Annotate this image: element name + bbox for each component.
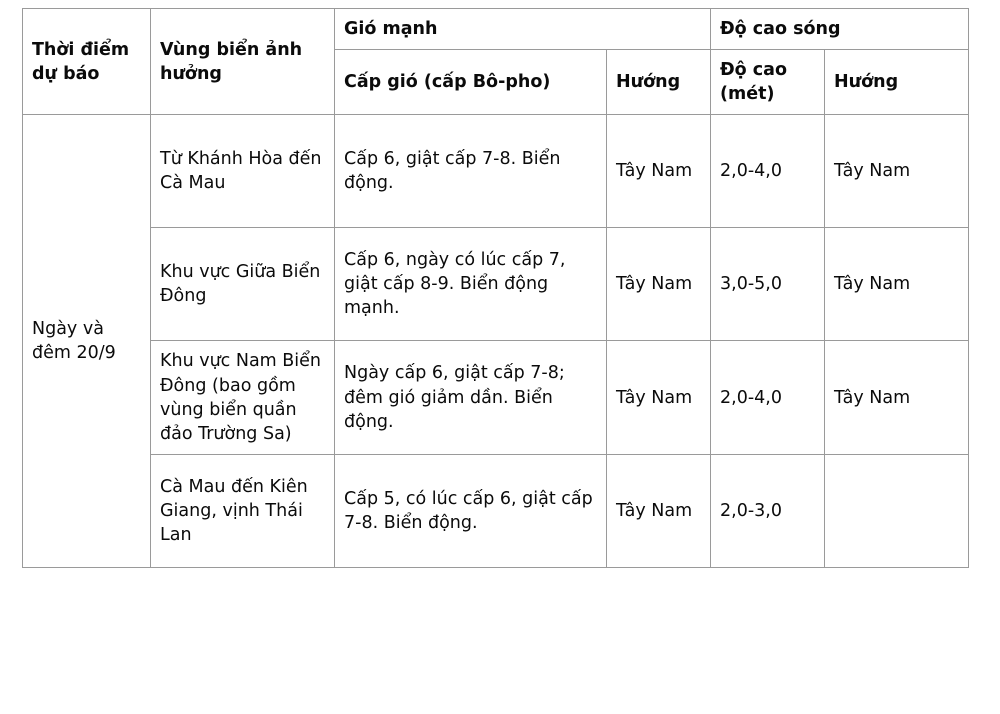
header-wave-height-group: Độ cao sóng: [711, 9, 969, 50]
table-row: [23, 228, 969, 341]
wind-direction-cell: Tây Nam: [607, 115, 711, 228]
wave-direction-cell: Tây Nam: [825, 341, 969, 455]
header-wind-direction: Hướng: [607, 50, 711, 115]
wind-level-cell: Cấp 5, có lúc cấp 6, giật cấp 7-8. Biển động.: [335, 454, 607, 567]
header-row-top: [23, 9, 969, 50]
wind-direction-cell: Tây Nam: [607, 454, 711, 567]
area-cell: Khu vực Giữa Biển Đông: [151, 228, 335, 341]
header-wind-level: Cấp gió (cấp Bô-pho): [335, 50, 607, 115]
header-time: Thời điểm dự báo: [23, 9, 151, 115]
wave-height-cell: 2,0-3,0: [711, 454, 825, 567]
wind-direction-cell: Tây Nam: [607, 341, 711, 455]
area-cell: Cà Mau đến Kiên Giang, vịnh Thái Lan: [151, 454, 335, 567]
wind-direction-cell: Tây Nam: [607, 228, 711, 341]
table-row: [23, 454, 969, 567]
wave-direction-cell: Tây Nam: [825, 228, 969, 341]
wind-level-cell: Cấp 6, ngày có lúc cấp 7, giật cấp 8-9. Biển động mạnh.: [335, 228, 607, 341]
table-body: [23, 115, 969, 568]
table-row: [23, 115, 969, 228]
header-area: Vùng biển ảnh hưởng: [151, 9, 335, 115]
table-header: [23, 9, 969, 115]
wave-height-cell: 2,0-4,0: [711, 115, 825, 228]
header-wave-height: Độ cao (mét): [711, 50, 825, 115]
wave-height-cell: 2,0-4,0: [711, 341, 825, 455]
wave-height-cell: 3,0-5,0: [711, 228, 825, 341]
wave-direction-cell: Tây Nam: [825, 115, 969, 228]
header-wave-direction: Hướng: [825, 50, 969, 115]
table-row: [23, 341, 969, 455]
marine-forecast-table: [22, 8, 969, 568]
header-strong-wind: Gió mạnh: [335, 9, 711, 50]
time-period-cell: Ngày và đêm 20/9: [23, 115, 151, 568]
wind-level-cell: Ngày cấp 6, giật cấp 7-8; đêm gió giảm dần. Biển động.: [335, 341, 607, 455]
wind-level-cell: Cấp 6, giật cấp 7-8. Biển động.: [335, 115, 607, 228]
area-cell: Từ Khánh Hòa đến Cà Mau: [151, 115, 335, 228]
wave-direction-cell: [825, 454, 969, 567]
area-cell: Khu vực Nam Biển Đông (bao gồm vùng biển quần đảo Trường Sa): [151, 341, 335, 455]
